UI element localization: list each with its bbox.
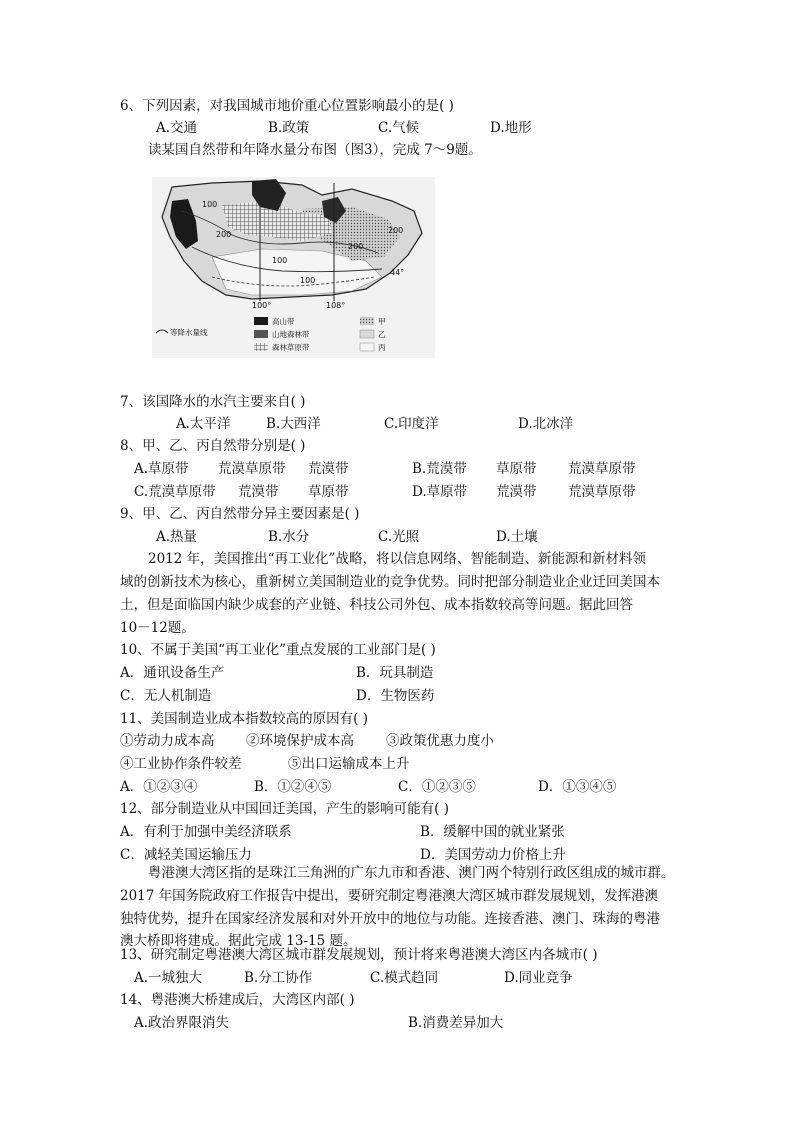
- lon-label: 108°: [326, 301, 346, 310]
- q14-option-a: A.政治界限消失: [134, 1015, 230, 1031]
- legend-mforest: 山地森林带: [272, 330, 310, 339]
- q11-item-5: ⑤出口运输成本上升: [288, 756, 410, 772]
- q6-option-c: C.气候: [378, 120, 420, 136]
- passage-1-line: 10－12题。: [120, 620, 195, 636]
- q11-option-c: C．①②③⑤: [398, 779, 476, 795]
- q7-option-a: A.太平洋: [176, 416, 231, 432]
- q11-item-1: ①劳动力成本高: [120, 733, 215, 749]
- q7-option-c: C.印度洋: [384, 416, 439, 432]
- q8-option-d-2: 荒漠带: [496, 484, 537, 500]
- q11-option-b: B．①②④⑤: [254, 779, 332, 795]
- q8-option-b-3: 荒漠草原带: [568, 461, 636, 477]
- q8-option-b-2: 草原带: [496, 461, 537, 477]
- q7-option-d: D.北冰洋: [518, 416, 574, 432]
- q7-stem: 7、该国降水的水汽主要来自( ): [120, 394, 306, 410]
- q11-item-2: ②环境保护成本高: [246, 733, 354, 749]
- passage-2-line: 粤港澳大湾区指的是珠江三角洲的广东九市和香港、澳门两个特别行政区组成的城市群。: [148, 865, 675, 881]
- q13-option-a: A.一城独大: [134, 970, 203, 986]
- lat-label: 44°: [390, 268, 405, 277]
- passage-1-line: 土，但是面临国内缺少成套的产业链、科技公司外包、成本指数较高等问题。据此回答: [120, 597, 633, 613]
- lon-label: 100°: [252, 301, 272, 310]
- q6-stem: 6、下列因素，对我国城市地价重心位置影响最小的是( ): [120, 98, 454, 114]
- q9-option-d: D.土壤: [496, 529, 538, 545]
- passage-2-line: 澳大桥即将建成。据此完成 13-15 题。: [120, 933, 357, 949]
- q11-item-4: ④工业协作条件较差: [120, 756, 242, 772]
- q11-item-3: ③政策优惠力度小: [386, 733, 494, 749]
- iso-label: 200: [348, 242, 364, 251]
- legend-mountain: 高山带: [272, 317, 295, 326]
- q6-option-a: A.交通: [156, 120, 198, 136]
- q9-option-a: A.热量: [156, 529, 198, 545]
- q14-stem: 14、粤港澳大桥建成后，大湾区内部( ): [120, 992, 355, 1008]
- q8-option-c-3: 草原带: [308, 484, 349, 500]
- q8-option-d-1: D.草原带: [412, 484, 468, 500]
- q7-option-b: B.大西洋: [266, 416, 321, 432]
- q10-option-d: D．生物医药: [356, 688, 435, 704]
- q8-option-a-2: 荒漠草原带: [218, 461, 286, 477]
- q9-option-b: B.水分: [268, 529, 310, 545]
- legend-fsteppe: 森林草原带: [272, 343, 310, 352]
- q10-option-c: C．无人机制造: [120, 688, 212, 704]
- q8-option-b-1: B.荒漠带: [412, 461, 467, 477]
- q10-stem: 10、不属于美国“再工业化”重点发展的工业部门是( ): [120, 642, 436, 658]
- q9-stem: 9、甲、乙、丙自然带分异主要因素是( ): [120, 506, 360, 522]
- q12-stem: 12、部分制造业从中国回迁美国，产生的影响可能有( ): [120, 801, 450, 817]
- natural-zone-precipitation-map: [152, 177, 435, 358]
- q13-option-c: C.模式趋同: [370, 970, 439, 986]
- q13-stem: 13、研究制定粤港澳大湾区城市群发展规划，预计将来粤港澳大湾区内各城市( ): [120, 947, 598, 963]
- q11-stem: 11、美国制造业成本指数较高的原因有( ): [120, 711, 369, 727]
- q13-option-d: D.同业竞争: [504, 970, 573, 986]
- iso-label: 100: [202, 200, 218, 209]
- q6-option-d: D.地形: [490, 120, 532, 136]
- legend-isoline: 等降水量线: [170, 328, 208, 337]
- q8-option-a-1: A.草原带: [134, 461, 189, 477]
- iso-label: 100: [300, 276, 316, 285]
- q11-option-a: A．①②③④: [120, 779, 198, 795]
- legend-bing: 丙: [378, 343, 386, 352]
- passage-1-line: 域的创新技术为核心，重新树立美国制造业的竞争优势。同时把部分制造业企业迁回美国本: [120, 574, 660, 590]
- q9-option-c: C.光照: [378, 529, 420, 545]
- q11-option-d: D．①③④⑤: [538, 779, 617, 795]
- q10-option-a: A．通讯设备生产: [120, 665, 225, 681]
- q12-option-c: C．减轻美国运输压力: [120, 847, 252, 863]
- q14-option-b: B.消费差异加大: [408, 1015, 504, 1031]
- legend-yi: 乙: [378, 330, 386, 339]
- legend-jia: 甲: [378, 317, 386, 326]
- iso-label: 200: [388, 226, 404, 235]
- q8-option-c-1: C.荒漠草原带: [134, 484, 216, 500]
- q8-stem: 8、甲、乙、丙自然带分别是( ): [120, 438, 306, 454]
- q12-option-b: B．缓解中国的就业紧张: [420, 824, 565, 840]
- intro-7-9: 读某国自然带和年降水量分布图（图3），完成 7～9题。: [148, 142, 482, 158]
- q10-option-b: B．玩具制造: [356, 665, 434, 681]
- passage-1-line: 2012 年，美国推出“再工业化”战略，将以信息网络、智能制造、新能源和新材料领: [148, 551, 646, 567]
- passage-2-line: 2017 年国务院政府工作报告中提出，要研究制定粤港澳大湾区城市群发展规划，发挥港澳: [120, 888, 659, 904]
- iso-label: 100: [272, 256, 288, 265]
- q12-option-a: A．有利于加强中美经济联系: [120, 824, 292, 840]
- iso-label: 200: [216, 230, 232, 239]
- q8-option-c-2: 荒漠带: [238, 484, 279, 500]
- passage-2-line: 独特优势，提升在国家经济发展和对外开放中的地位与功能。连接香港、澳门、珠海的粤港: [120, 911, 660, 927]
- q8-option-d-3: 荒漠草原带: [568, 484, 636, 500]
- q8-option-a-3: 荒漠带: [308, 461, 349, 477]
- q6-option-b: B.政策: [268, 120, 310, 136]
- q12-option-d: D．美国劳动力价格上升: [420, 847, 566, 863]
- q13-option-b: B.分工协作: [244, 970, 313, 986]
